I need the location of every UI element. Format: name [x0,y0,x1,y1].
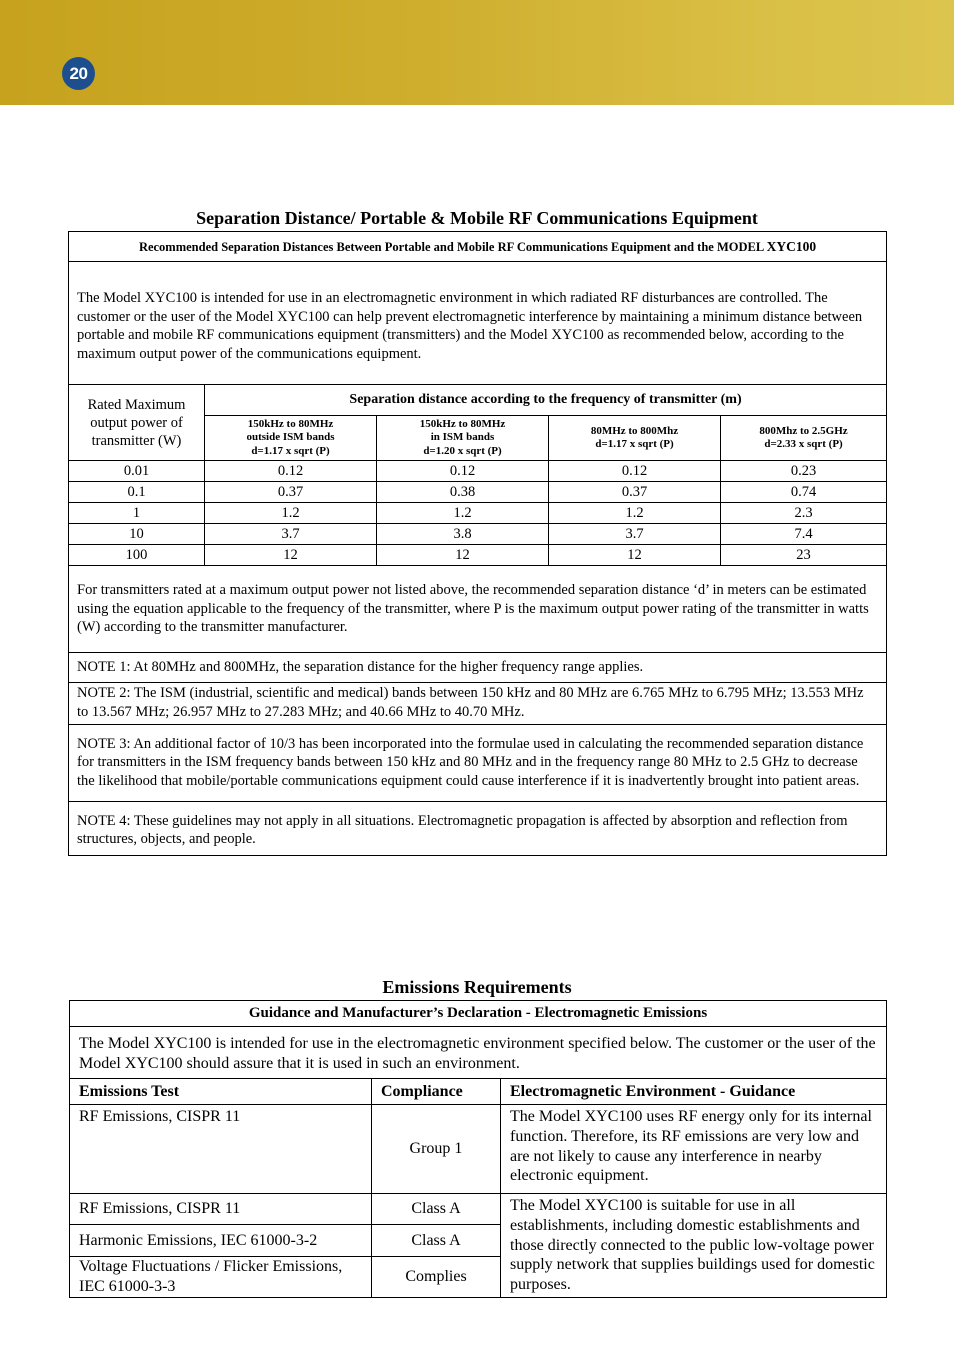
emissions-guidance-title: Guidance and Manufacturer’s Declaration - Electromagnetic Emissions [70,1001,887,1027]
separation-table [68,231,887,856]
column-header: Electromagnetic Environment - Guidance [501,1079,887,1105]
table-cell: 3.7 [549,524,721,545]
compliance: Group 1 [372,1105,501,1194]
table-cell: 7.4 [721,524,887,545]
compliance: Class A [372,1194,501,1225]
separation-header-text: Recommended Separation Distances Between Portable and Mobile RF Communications Equipment and the MODEL [138,239,764,254]
band-line: d=1.20 x sqrt (P) [423,444,502,457]
table-row [69,482,887,503]
compliance: Class A [372,1225,501,1256]
separation-intro: The Model XYC100 is intended for use in an electromagnetic environment in which radiated RF disturbances are controlled. The customer or the user of the Model XYC100 can help prevent electromagnetic interference by maintaining a minimum distance between portable and mobile RF communications equipment (transmitters) and the Model XYC100 as recommended below, according to the maximum output power of the communications equipment. [69,262,887,385]
band-line: d=1.17 x sqrt (P) [251,444,330,457]
emissions-test: Voltage Fluctuations / Flicker Emissions, IEC 61000-3-3 [70,1256,372,1297]
table-cell: 3.7 [205,524,377,545]
table-cell: 12 [377,545,549,566]
table-cell: 12 [205,545,377,566]
table-cell: 2.3 [721,503,887,524]
band-line: 800Mhz to 2.5GHz [759,424,848,437]
guidance-text: The Model XYC100 is suitable for use in all establishments, including domestic establishments and those directly connected to the public low-voltage power supply network that supplies buildings used for domestic purposes. [501,1194,887,1298]
table-cell: 0.74 [721,482,887,503]
band-header [549,416,721,461]
rated-power-header: Rated Maximum output power of transmitter (W) [69,385,205,461]
table-cell: 1.2 [549,503,721,524]
table-cell: 0.37 [205,482,377,503]
table-cell: 0.1 [69,482,205,503]
emissions-title: Emissions Requirements [382,977,572,997]
table-cell: 12 [549,545,721,566]
column-header: Compliance [372,1079,501,1105]
note-1: NOTE 1: At 80MHz and 800MHz, the separation distance for the higher frequency range applies. [69,653,887,683]
table-cell: 0.23 [721,461,887,482]
table-cell: 0.12 [205,461,377,482]
band-header [205,416,377,461]
band-line: 150kHz to 80MHz [419,417,506,430]
table-cell: 10 [69,524,205,545]
band-line: d=2.33 x sqrt (P) [764,438,843,450]
table-row [69,524,887,545]
note-3: NOTE 3: An additional factor of 10/3 has been incorporated into the formulae used in calculating the recommended separation distance for transmitters in the ISM frequency bands between 150 kHz and 80 MHz and in the frequency range 80 MHz to 2.5 GHz to decrease the likelihood that mobile/portable communications equipment could cause interference if it is inadvertently brought into patient areas. [69,725,887,802]
table-row [70,1105,887,1194]
note-4: NOTE 4: These guidelines may not apply in all situations. Electromagnetic propagation is affected by absorption and reflection from structures, objects, and people. [69,802,887,856]
table-cell: 1.2 [205,503,377,524]
separation-title: Separation Distance/ Portable & Mobile RF Communications Equipment [196,208,758,228]
band-line: d=1.17 x sqrt (P) [595,438,674,450]
table-row [69,461,887,482]
table-cell: 0.01 [69,461,205,482]
separation-table-header [69,232,887,262]
band-line: 80MHz to 800Mhz [590,424,679,437]
table-row [70,1194,887,1225]
separation-footer: For transmitters rated at a maximum output power not listed above, the recommended separation distance ‘d’ in meters can be estimated using the equation applicable to the frequency of the transmitter, where P is the maximum output power rating of the transmitter in watts (W) according to the transmitter manufacturer. [69,566,887,653]
table-cell: 100 [69,545,205,566]
note-2: NOTE 2: The ISM (industrial, scientific and medical) bands between 150 kHz and 80 MHz are 6.765 MHz to 6.795 MHz; 13.553 MHz to 13.567 MHz; 26.957 MHz to 27.283 MHz; and 40.66 MHz to 40.70 MHz. [69,683,887,725]
table-cell: 23 [721,545,887,566]
guidance-text: The Model XYC100 uses RF energy only for its internal function. Therefore, its RF emissions are very low and are not likely to cause any interference in nearby electronic equipment. [501,1105,887,1194]
table-row [69,545,887,566]
table-cell: 0.12 [377,461,549,482]
table-cell: 0.12 [549,461,721,482]
table-cell: 1 [69,503,205,524]
emissions-test: Harmonic Emissions, IEC 61000-3-2 [70,1225,372,1256]
distance-header: Separation distance according to the frequency of transmitter (m) [205,385,887,416]
band-line: in ISM bands [430,431,495,444]
band-header [377,416,549,461]
emissions-test: RF Emissions, CISPR 11 [70,1105,372,1194]
header-band [0,0,954,105]
band-header [721,416,887,461]
separation-header-model: XYC100 [766,238,817,254]
page-number-badge: 20 [62,57,95,90]
column-header: Emissions Test [70,1079,372,1105]
table-row [69,503,887,524]
emissions-table [69,1000,887,1298]
compliance: Complies [372,1256,501,1297]
table-cell: 1.2 [377,503,549,524]
table-cell: 3.8 [377,524,549,545]
band-line: 150kHz to 80MHz [247,417,334,430]
emissions-test: RF Emissions, CISPR 11 [70,1194,372,1225]
band-line: outside ISM bands [246,431,335,444]
table-cell: 0.37 [549,482,721,503]
table-cell: 0.38 [377,482,549,503]
emissions-intro: The Model XYC100 is intended for use in the electromagnetic environment specified below. The customer or the user of the Model XYC100 should assure that it is used in such an environment. [70,1027,887,1079]
